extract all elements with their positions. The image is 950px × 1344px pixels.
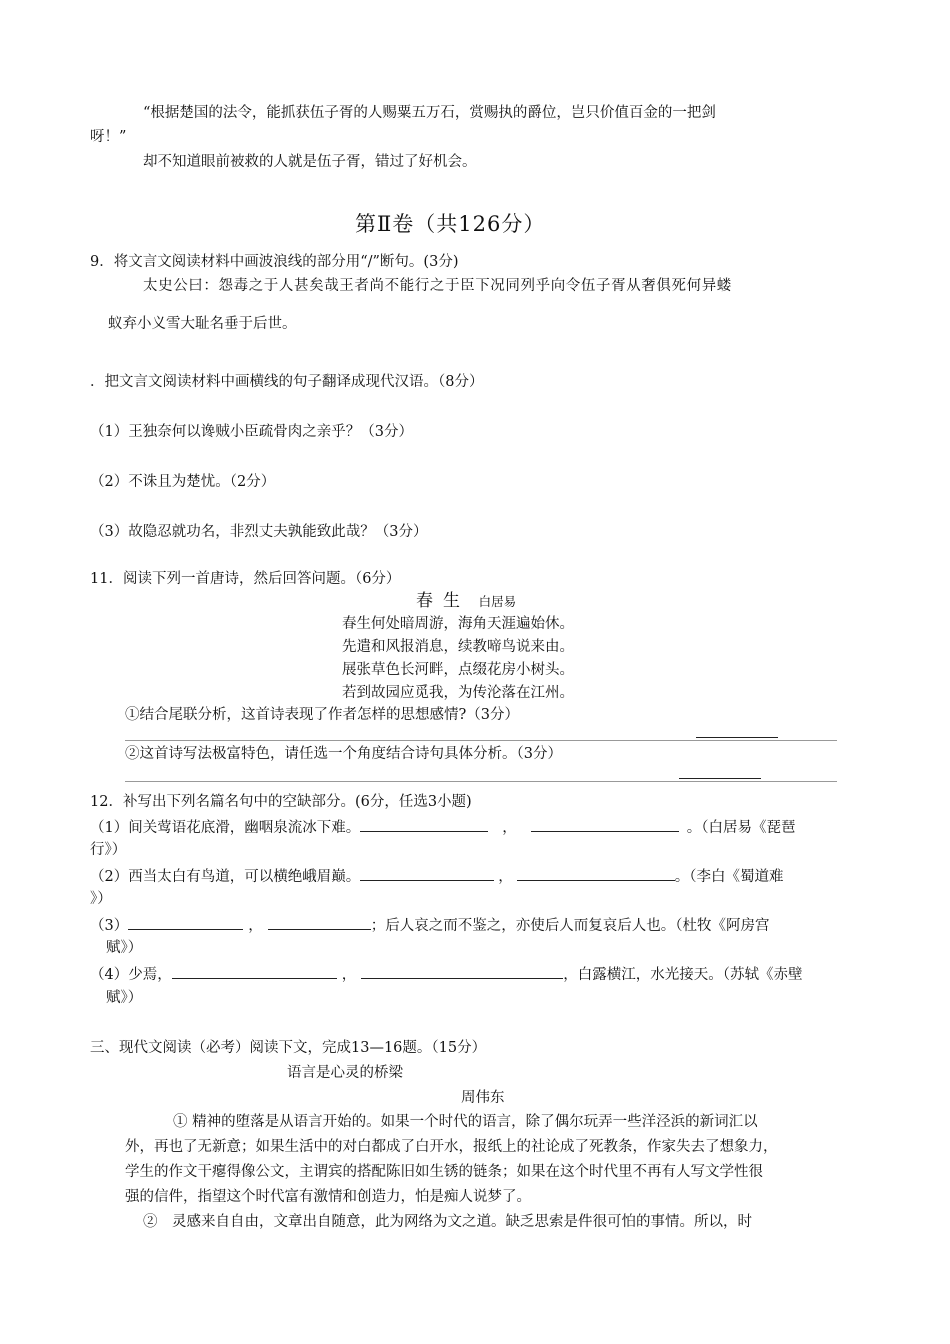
article-paragraph-1-line-3: 学生的作文干瘪得像公文，主谓宾的搭配陈旧如生锈的链条；如果在这个时代里不再有人写文学性很	[125, 1164, 763, 1180]
story-paragraph-1-line-1: “根据楚国的法令，能抓获伍子胥的人赐粟五万石，赏赐执的爵位，岂只价值百金的一把剑	[143, 105, 716, 121]
question-9-text-line-1: 太史公曰：怨毒之于人甚矣哉王者尚不能行之于臣下况同列乎向令伍子胥从奢俱死何异蝼	[143, 278, 732, 294]
article-paragraph-1-line-1: ① 精神的堕落是从语言开始的。如果一个时代的语言，除了偶尔玩弄一些洋泾浜的新词汇以	[173, 1114, 758, 1130]
article-paragraph-1-line-2: 外，再也了无新意；如果生活中的对白都成了白开水，报纸上的社论成了死教条，作家失去了想象力，	[125, 1139, 778, 1155]
answer-line-2-mark	[679, 778, 761, 779]
question-12-item-2-line-2: 》）	[90, 891, 112, 907]
section-3-stem: 三、现代文阅读（必考）阅读下文，完成13—16题。（15分）	[90, 1040, 487, 1056]
question-9-stem: 9．将文言文阅读材料中画波浪线的部分用“/”断句。(3分)	[90, 254, 459, 270]
story-paragraph-1-line-2: 呀！”	[90, 129, 127, 145]
article-paragraph-2-line-1: ② 灵感来自自由，文章出自随意，此为网络为文之道。缺乏思索是件很可怕的事情。所以，时	[143, 1214, 752, 1230]
item-4-text: （4）少焉，	[90, 967, 172, 983]
question-10-sub-1: （1）王独奈何以谗贼小臣疏骨肉之亲乎？（3分）	[90, 424, 413, 440]
question-11-sub-2: ②这首诗写法极富特色，请任选一个角度结合诗句具体分析。（3分）	[125, 746, 562, 762]
poem-line-2: 先遣和风报消息，续教啼鸟说来由。	[342, 639, 574, 655]
article-title: 语言是心灵的桥梁	[287, 1065, 403, 1081]
item-2-source: 。（李白《蜀道难	[674, 869, 784, 885]
poem-line-3: 展张草色长河畔，点缀花房小树头。	[342, 662, 574, 678]
item-1-separator: ，	[502, 820, 517, 836]
question-10-stem: ．把文言文阅读材料中画横线的句子翻译成现代汉语。（8分）	[90, 374, 484, 390]
poem-title: 春生	[416, 591, 470, 611]
question-12-item-3-line-2: 赋》）	[106, 940, 143, 956]
article-author: 周伟东	[461, 1090, 505, 1106]
article-paragraph-1-line-4: 强的信件，指望这个时代富有激情和创造力，怕是痴人说梦了。	[125, 1189, 531, 1205]
answer-line-2	[125, 781, 837, 782]
question-12-item-2	[90, 866, 783, 887]
question-12-item-4-line-2: 赋》）	[106, 990, 143, 1006]
question-12-item-1-line-2: 行》）	[90, 842, 127, 858]
item-3-source: ；后人哀之而不鉴之，亦使后人而复哀后人也。（杜牧《阿房宫	[370, 918, 770, 934]
question-12-item-3	[90, 915, 769, 936]
question-10-sub-2: （2）不诛且为楚忧。（2分）	[90, 474, 276, 490]
poem-author: 白居易	[478, 594, 517, 609]
question-11-sub-1: ①结合尾联分析，这首诗表现了作者怎样的思想感情?（3分）	[125, 707, 519, 723]
item-4-blank-b[interactable]	[361, 964, 563, 979]
item-3-label: （3）	[90, 918, 129, 934]
item-4-source: ，白露横江，水光接天。（苏轼《赤壁	[563, 967, 803, 983]
item-3-blank-b[interactable]	[268, 915, 371, 930]
story-paragraph-2: 却不知道眼前被救的人就是伍子胥，错过了好机会。	[143, 154, 477, 170]
item-1-blank-b[interactable]	[531, 817, 679, 832]
question-10-sub-3: （3）故隐忍就功名，非烈丈夫孰能致此哉？（3分）	[90, 524, 428, 540]
poem-line-1: 春生何处暗周游，海角天涯遍始休。	[342, 616, 574, 632]
answer-line-1	[125, 740, 837, 741]
poem-heading	[416, 591, 516, 612]
item-2-blank-b[interactable]	[517, 866, 675, 881]
item-4-blank-a[interactable]	[172, 964, 337, 979]
poem-line-4: 若到故园应觅我，为传沦落在江州。	[342, 685, 574, 701]
question-9-text-line-2: 蚁弃小义雪大耻名垂于后世。	[108, 316, 297, 332]
item-2-text: （2）西当太白有鸟道，可以横绝峨眉巅。	[90, 869, 361, 885]
item-1-text: （1）间关莺语花底滑，幽咽泉流冰下难。	[90, 820, 361, 836]
answer-line-1-mark	[696, 737, 778, 738]
section-2-title: 第Ⅱ卷（共126分）	[355, 212, 546, 236]
question-12-item-1	[90, 817, 795, 838]
question-12-stem: 12．补写出下列名篇名句中的空缺部分。(6分，任选3小题)	[90, 794, 472, 810]
question-11-stem: 11．阅读下列一首唐诗，然后回答问题。（6分）	[90, 571, 401, 587]
item-2-blank-a[interactable]	[360, 866, 494, 881]
item-2-separator: ，	[498, 869, 513, 885]
question-12-item-4	[90, 964, 802, 985]
item-1-source: 。（白居易《琵琶	[686, 820, 796, 836]
item-1-blank-a[interactable]	[360, 817, 488, 832]
item-4-separator: ，	[341, 967, 357, 983]
item-3-separator: ，	[248, 918, 263, 934]
item-3-blank-a[interactable]	[128, 915, 243, 930]
